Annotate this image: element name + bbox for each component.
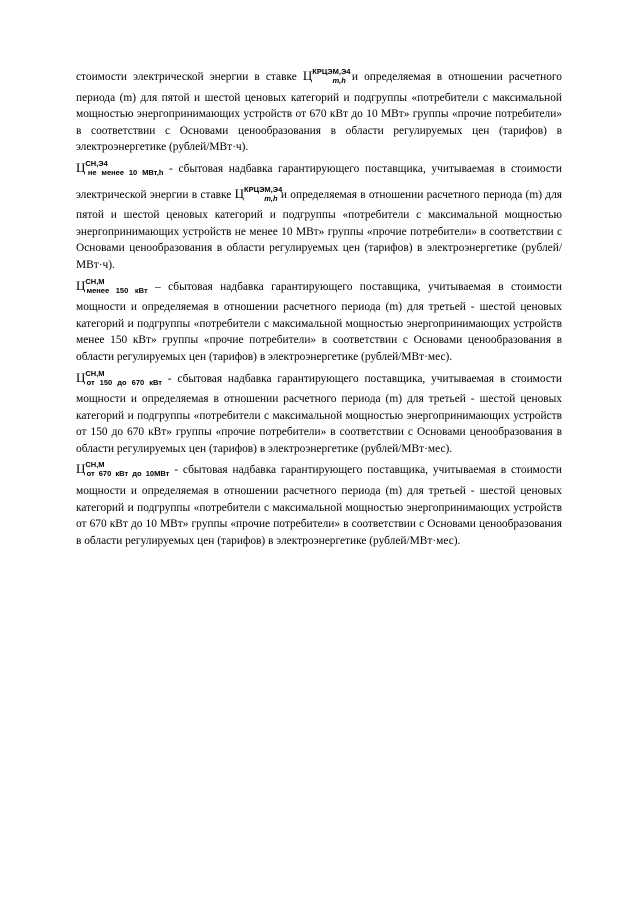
paragraph-text-after: и определяемая в отношении расчетного периода (m) для пятой и шестой ценовых категорий и подгруппы «потребители с максимальной мощностью энергопринимающих устройств не менее 10 МВт» группы «прочие потребители» в соответствии с Основами ценообразования в области регулируемых цен (тарифов) в электроэнергетике (рублей/МВт·ч). bbox=[76, 188, 563, 271]
paragraph-text: - сбытовая надбавка гарантирующего поставщика, учитываемая в стоимости мощности и определяемая в отношении расчетного периода (m) для третьей - шестой ценовых категорий и подгруппы «потребители с максимальной мощностью энергопринимающих устройств от 670 кВт до 10 МВт» группы «прочие потребители» в соответствии с Основами ценообразования в области регулируемых цен (тарифов) в электроэнергетике (рублей/МВт·мес). bbox=[76, 464, 562, 547]
formula-symbol: $Ц^{СН,М}_{от 670 кВт до 10МВт}$ bbox=[76, 460, 170, 479]
paragraph-text-before: - сбытовая надбавка гарантирующего поставщика, учитываемая в стоимости электрической энергии в ставке bbox=[76, 162, 562, 201]
formula-symbol: $Ц^{КРЦЭМ,Э4}_{m,h}$ bbox=[302, 67, 351, 85]
formula-symbol: $Ц^{КРЦЭМ,Э4}_{m,h}$ bbox=[234, 184, 283, 203]
paragraph-text-before: стоимости электрической энергии в ставке bbox=[76, 71, 303, 83]
document-page bbox=[76, 64, 562, 549]
paragraph-definition bbox=[76, 457, 562, 549]
paragraph-definition bbox=[76, 156, 562, 274]
formula-symbol: $Ц^{СН,Э4}_{не менее 10 МВт,h}$ bbox=[76, 158, 164, 177]
paragraph-text-after: и определяемая в отношении расчетного периода (m) для пятой и шестой ценовых категорий и подгруппы «потребители с максимальной мощностью энергопринимающих устройств от 670 кВт до 10 МВт» группы «прочие потребители» в соответствии с Основами ценообразования в области регулируемых цен (тарифов) в электроэнергетике (рублей/МВт·ч). bbox=[76, 71, 562, 154]
paragraph-definition bbox=[76, 274, 562, 366]
paragraph-definition bbox=[76, 366, 562, 458]
paragraph-text: - сбытовая надбавка гарантирующего поставщика, учитываемая в стоимости мощности и определяемая в отношении расчетного периода (m) для третьей - шестой ценовых категорий и подгруппы «потребители с максимальной мощностью энергопринимающих устройств от 150 до 670 кВт» группы «прочие потребители» в соответствии с Основами ценообразования в области регулируемых цен (тарифов) в электроэнергетике (рублей/МВт·мес). bbox=[76, 372, 563, 455]
paragraph-text: – сбытовая надбавка гарантирующего поставщика, учитываемая в стоимости мощности и определяемая в отношении расчетного периода (m) для третьей - шестой ценовых категорий и подгруппы «потребители с максимальной мощностью энергопринимающих устройств менее 150 кВт» группы «прочие потребители» в соответствии с Основами ценообразования в области регулируемых цен (тарифов) в электроэнергетике (рублей/МВт·мес). bbox=[76, 280, 562, 363]
paragraph-continuation bbox=[76, 64, 562, 156]
formula-symbol: $Ц^{СН,М}_{от 150 до 670 кВт}$ bbox=[76, 368, 162, 387]
formula-symbol: $Ц^{СН,М}_{менее 150 кВт}$ bbox=[76, 276, 148, 295]
